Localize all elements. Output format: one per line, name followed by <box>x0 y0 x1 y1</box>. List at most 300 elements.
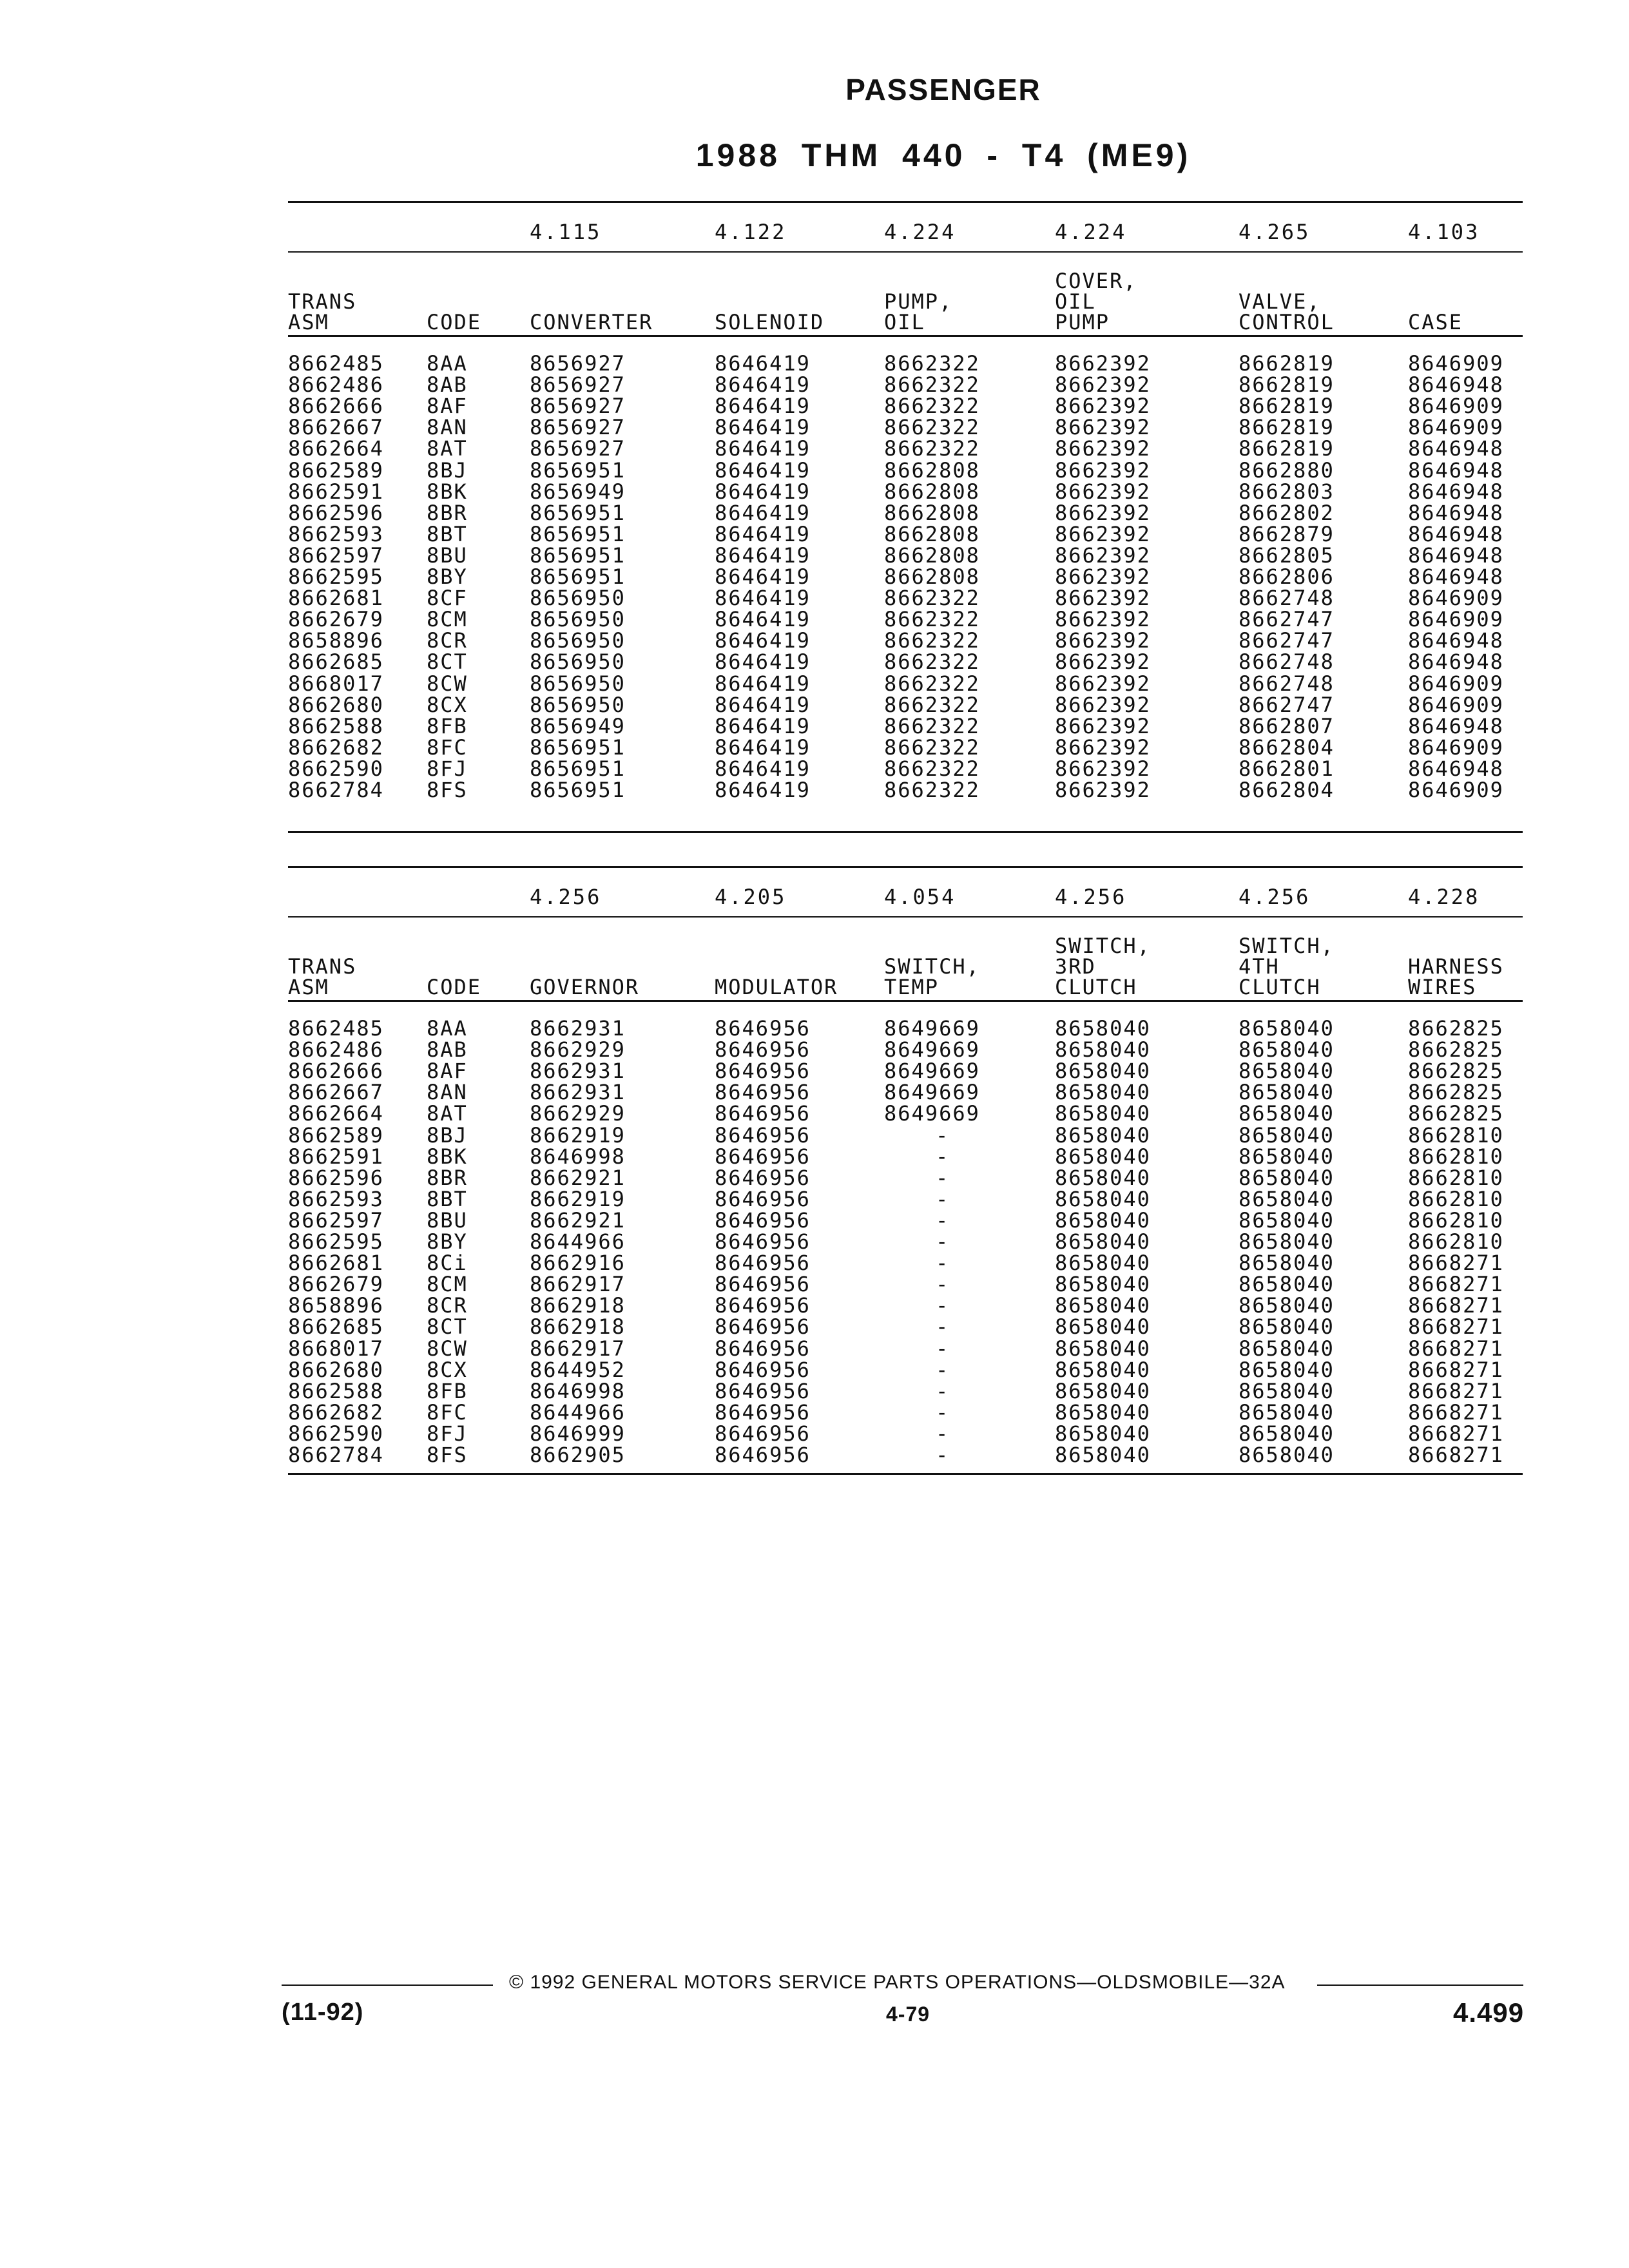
table-row <box>288 758 1523 780</box>
cell-switch-4th-clutch: 8658040 <box>1239 1165 1335 1190</box>
cell-code: 8BR <box>427 500 468 525</box>
cell-cover-oil-pump: 8662392 <box>1055 564 1151 589</box>
table-row <box>288 713 1523 738</box>
cell-code: 8AN <box>427 415 468 440</box>
cell-valve-control: 8662747 <box>1239 628 1335 653</box>
cell-switch-3rd-clutch: 8658040 <box>1055 1122 1151 1148</box>
section-number-switch-temp: 4.054 <box>884 885 956 909</box>
cell-harness-wires: 8668271 <box>1408 1357 1504 1382</box>
cell-cover-oil-pump: 8662392 <box>1055 607 1151 632</box>
table-row <box>288 1357 1523 1382</box>
cell-pump-oil: 8662322 <box>884 586 980 611</box>
cell-trans-asm: 8662588 <box>288 1378 384 1403</box>
table-row <box>288 438 1523 459</box>
cell-code: 8BJ <box>427 457 468 483</box>
section-number-row <box>288 222 1523 247</box>
cell-converter: 8656949 <box>530 713 626 738</box>
cell-switch-4th-clutch: 8658040 <box>1239 1399 1335 1425</box>
section-number-converter: 4.115 <box>530 220 602 244</box>
footer-date-code: (11-92) <box>282 1999 364 2026</box>
cell-trans-asm: 8662667 <box>288 1080 384 1105</box>
footer-page-ref: 4-79 <box>886 2003 930 2026</box>
table-row <box>288 1399 1523 1425</box>
cell-cover-oil-pump: 8662392 <box>1055 671 1151 696</box>
cell-switch-temp: 8649669 <box>884 1016 980 1041</box>
cell-case: 8646948 <box>1408 543 1504 568</box>
cell-code: 8FJ <box>427 756 468 781</box>
cell-harness-wires: 8668271 <box>1408 1421 1504 1446</box>
cell-switch-temp: - <box>936 1207 950 1233</box>
cell-modulator: 8646956 <box>715 1357 811 1382</box>
cell-harness-wires: 8662825 <box>1408 1101 1504 1126</box>
cell-valve-control: 8662819 <box>1239 351 1335 376</box>
cell-cover-oil-pump: 8662392 <box>1055 415 1151 440</box>
cell-code: 8BY <box>427 1229 468 1254</box>
table-row <box>288 692 1523 717</box>
column-header-trans-asm: TRANS ASM <box>288 289 357 334</box>
cell-switch-temp: - <box>936 1251 950 1276</box>
cell-switch-temp: - <box>936 1122 950 1148</box>
cell-switch-3rd-clutch: 8658040 <box>1055 1336 1151 1361</box>
cell-code: 8CX <box>427 1357 468 1382</box>
cell-cover-oil-pump: 8662392 <box>1055 372 1151 398</box>
table-row <box>288 1103 1523 1124</box>
cell-code: 8CM <box>427 1272 468 1297</box>
cell-trans-asm: 8662597 <box>288 1207 384 1233</box>
cell-code: 8BR <box>427 1165 468 1190</box>
table-row <box>288 1316 1523 1338</box>
cell-code: 8CR <box>427 1293 468 1318</box>
column-header-row <box>288 916 1523 997</box>
table-row <box>288 1018 1523 1039</box>
cell-harness-wires: 8668271 <box>1408 1272 1504 1297</box>
cell-solenoid: 8646419 <box>715 543 811 568</box>
cell-solenoid: 8646419 <box>715 628 811 653</box>
cell-case: 8646948 <box>1408 756 1504 781</box>
section-number-switch-4th-clutch: 4.256 <box>1239 885 1311 909</box>
table-row <box>288 588 1523 609</box>
cell-switch-3rd-clutch: 8658040 <box>1055 1272 1151 1297</box>
column-header-pump-oil: PUMP, OIL <box>884 289 953 334</box>
table-row <box>288 417 1523 438</box>
cell-governor: 8662929 <box>530 1101 626 1126</box>
table-bottom-rule <box>288 1473 1523 1475</box>
table-row <box>288 545 1523 566</box>
cell-trans-asm: 8662486 <box>288 372 384 398</box>
cell-switch-4th-clutch: 8658040 <box>1239 1080 1335 1105</box>
cell-code: 8CT <box>427 649 468 675</box>
cell-converter: 8656951 <box>530 521 626 546</box>
cell-valve-control: 8662747 <box>1239 692 1335 717</box>
cell-converter: 8656951 <box>530 564 626 589</box>
cell-trans-asm: 8662664 <box>288 1101 384 1126</box>
cell-valve-control: 8662819 <box>1239 394 1335 419</box>
cell-pump-oil: 8662322 <box>884 436 980 461</box>
cell-switch-3rd-clutch: 8658040 <box>1055 1101 1151 1126</box>
cell-code: 8AF <box>427 394 468 419</box>
cell-code: 8FB <box>427 713 468 738</box>
cell-valve-control: 8662880 <box>1239 457 1335 483</box>
cell-trans-asm: 8662593 <box>288 521 384 546</box>
cell-modulator: 8646956 <box>715 1080 811 1105</box>
cell-governor: 8646998 <box>530 1144 626 1169</box>
cell-switch-4th-clutch: 8658040 <box>1239 1251 1335 1276</box>
cell-cover-oil-pump: 8662392 <box>1055 436 1151 461</box>
cell-code: 8CW <box>427 1336 468 1361</box>
table-row <box>288 1253 1523 1274</box>
table-row <box>288 737 1523 758</box>
cell-trans-asm: 8662664 <box>288 436 384 461</box>
table-row <box>288 1082 1523 1103</box>
cell-switch-temp: - <box>936 1165 950 1190</box>
cell-switch-temp: 8649669 <box>884 1080 980 1105</box>
table-row <box>288 1423 1523 1445</box>
cell-pump-oil: 8662322 <box>884 628 980 653</box>
cell-case: 8646909 <box>1408 735 1504 760</box>
cell-case: 8646909 <box>1408 415 1504 440</box>
cell-harness-wires: 8662810 <box>1408 1207 1504 1233</box>
cell-switch-temp: - <box>936 1399 950 1425</box>
cell-case: 8646948 <box>1408 713 1504 738</box>
cell-governor: 8662917 <box>530 1336 626 1361</box>
cell-valve-control: 8662801 <box>1239 756 1335 781</box>
section-number-harness-wires: 4.228 <box>1408 885 1480 909</box>
page-subheading: 1988 THM 440 - T4 (ME9) <box>695 137 1191 173</box>
cell-solenoid: 8646419 <box>715 756 811 781</box>
cell-valve-control: 8662805 <box>1239 543 1335 568</box>
table-row <box>288 1146 1523 1168</box>
cell-switch-3rd-clutch: 8658040 <box>1055 1251 1151 1276</box>
cell-trans-asm: 8668017 <box>288 1336 384 1361</box>
cell-trans-asm: 8662597 <box>288 543 384 568</box>
cell-code: 8FC <box>427 735 468 760</box>
cell-trans-asm: 8662681 <box>288 1251 384 1276</box>
cell-governor: 8662921 <box>530 1207 626 1233</box>
cell-valve-control: 8662747 <box>1239 607 1335 632</box>
cell-governor: 8662918 <box>530 1314 626 1340</box>
table-row <box>288 780 1523 801</box>
cell-case: 8646909 <box>1408 671 1504 696</box>
cell-switch-4th-clutch: 8658040 <box>1239 1272 1335 1297</box>
cell-cover-oil-pump: 8662392 <box>1055 778 1151 802</box>
footer-rule-left <box>282 1984 493 1986</box>
footer-page-number: 4.499 <box>1453 1997 1525 2028</box>
cell-trans-asm: 8658896 <box>288 1293 384 1318</box>
table-row <box>288 1378 1523 1403</box>
cell-switch-4th-clutch: 8658040 <box>1239 1421 1335 1446</box>
section-number-cover-oil-pump: 4.224 <box>1055 220 1127 244</box>
table-row <box>288 651 1523 673</box>
cell-switch-temp: - <box>936 1314 950 1340</box>
cell-switch-3rd-clutch: 8658040 <box>1055 1207 1151 1233</box>
cell-converter: 8656950 <box>530 671 626 696</box>
cell-switch-temp: - <box>936 1357 950 1382</box>
cell-case: 8646948 <box>1408 457 1504 483</box>
cell-case: 8646948 <box>1408 649 1504 675</box>
cell-switch-3rd-clutch: 8658040 <box>1055 1229 1151 1254</box>
table-top-rule <box>288 201 1523 203</box>
parts-table-2 <box>288 866 1523 1478</box>
cell-case: 8646948 <box>1408 564 1504 589</box>
cell-harness-wires: 8668271 <box>1408 1336 1504 1361</box>
cell-solenoid: 8646419 <box>715 735 811 760</box>
cell-code: 8CW <box>427 671 468 696</box>
cell-switch-3rd-clutch: 8658040 <box>1055 1357 1151 1382</box>
cell-pump-oil: 8662808 <box>884 457 980 483</box>
cell-code: 8AB <box>427 372 468 398</box>
cell-switch-4th-clutch: 8658040 <box>1239 1314 1335 1340</box>
cell-trans-asm: 8668017 <box>288 671 384 696</box>
cell-converter: 8656950 <box>530 607 626 632</box>
column-header-code: CODE <box>427 975 482 999</box>
cell-harness-wires: 8662825 <box>1408 1080 1504 1105</box>
cell-switch-4th-clutch: 8658040 <box>1239 1378 1335 1403</box>
cell-switch-temp: - <box>936 1421 950 1446</box>
cell-governor: 8644966 <box>530 1399 626 1425</box>
cell-pump-oil: 8662322 <box>884 649 980 675</box>
cell-pump-oil: 8662322 <box>884 372 980 398</box>
cell-cover-oil-pump: 8662392 <box>1055 692 1151 717</box>
cell-governor: 8662905 <box>530 1443 626 1467</box>
cell-case: 8646909 <box>1408 607 1504 632</box>
cell-case: 8646909 <box>1408 351 1504 376</box>
cell-switch-temp: - <box>936 1229 950 1254</box>
table-row <box>288 1207 1523 1233</box>
cell-solenoid: 8646419 <box>715 372 811 398</box>
cell-modulator: 8646956 <box>715 1101 811 1126</box>
cell-trans-asm: 8662784 <box>288 1443 384 1467</box>
cell-trans-asm: 8662682 <box>288 735 384 760</box>
column-header-switch-4th-clutch: SWITCH, 4TH CLUTCH <box>1239 934 1335 999</box>
table-row <box>288 566 1523 588</box>
cell-pump-oil: 8662322 <box>884 713 980 738</box>
cell-governor: 8662917 <box>530 1272 626 1297</box>
cell-harness-wires: 8668271 <box>1408 1443 1504 1467</box>
section-number-solenoid: 4.122 <box>715 220 787 244</box>
cell-converter: 8656950 <box>530 628 626 653</box>
cell-cover-oil-pump: 8662392 <box>1055 735 1151 760</box>
cell-converter: 8656927 <box>530 394 626 419</box>
cell-case: 8646909 <box>1408 778 1504 802</box>
cell-code: 8CF <box>427 586 468 611</box>
cell-code: 8AN <box>427 1080 468 1105</box>
section-number-case: 4.103 <box>1408 220 1480 244</box>
cell-harness-wires: 8662825 <box>1408 1059 1504 1084</box>
cell-harness-wires: 8662825 <box>1408 1037 1504 1062</box>
cell-harness-wires: 8662810 <box>1408 1229 1504 1254</box>
cell-harness-wires: 8662810 <box>1408 1186 1504 1211</box>
cell-governor: 8644952 <box>530 1357 626 1382</box>
cell-pump-oil: 8662808 <box>884 479 980 504</box>
cell-code: 8CM <box>427 607 468 632</box>
column-header-modulator: MODULATOR <box>715 975 838 999</box>
cell-modulator: 8646956 <box>715 1272 811 1297</box>
cell-pump-oil: 8662322 <box>884 415 980 440</box>
cell-trans-asm: 8662589 <box>288 1122 384 1148</box>
column-header-solenoid: SOLENOID <box>715 310 825 334</box>
column-header-converter: CONVERTER <box>530 310 653 334</box>
cell-solenoid: 8646419 <box>715 671 811 696</box>
cell-valve-control: 8662819 <box>1239 436 1335 461</box>
cell-converter: 8656950 <box>530 586 626 611</box>
cell-valve-control: 8662748 <box>1239 586 1335 611</box>
cell-governor: 8662916 <box>530 1251 626 1276</box>
cell-case: 8646909 <box>1408 586 1504 611</box>
cell-harness-wires: 8662825 <box>1408 1016 1504 1041</box>
cell-switch-temp: - <box>936 1336 950 1361</box>
cell-trans-asm: 8662486 <box>288 1037 384 1062</box>
cell-code: 8FS <box>427 1443 468 1467</box>
cell-modulator: 8646956 <box>715 1399 811 1425</box>
cell-code: 8AT <box>427 1101 468 1126</box>
cell-harness-wires: 8668271 <box>1408 1251 1504 1276</box>
cell-harness-wires: 8668271 <box>1408 1378 1504 1403</box>
cell-switch-3rd-clutch: 8658040 <box>1055 1016 1151 1041</box>
cell-modulator: 8646956 <box>715 1378 811 1403</box>
cell-code: 8CR <box>427 628 468 653</box>
cell-valve-control: 8662802 <box>1239 500 1335 525</box>
cell-trans-asm: 8662681 <box>288 586 384 611</box>
cell-modulator: 8646956 <box>715 1122 811 1148</box>
cell-modulator: 8646956 <box>715 1293 811 1318</box>
cell-cover-oil-pump: 8662392 <box>1055 479 1151 504</box>
cell-switch-temp: - <box>936 1144 950 1169</box>
cell-switch-4th-clutch: 8658040 <box>1239 1443 1335 1467</box>
cell-solenoid: 8646419 <box>715 649 811 675</box>
table-row <box>288 457 1523 483</box>
cell-converter: 8656951 <box>530 735 626 760</box>
cell-case: 8646948 <box>1408 500 1504 525</box>
table-row <box>288 1061 1523 1082</box>
cell-code: 8AA <box>427 351 468 376</box>
column-header-row <box>288 251 1523 332</box>
cell-pump-oil: 8662808 <box>884 564 980 589</box>
cell-converter: 8656951 <box>530 756 626 781</box>
cell-switch-4th-clutch: 8658040 <box>1239 1037 1335 1062</box>
cell-modulator: 8646956 <box>715 1186 811 1211</box>
cell-switch-temp: - <box>936 1293 950 1318</box>
cell-harness-wires: 8668271 <box>1408 1399 1504 1425</box>
cell-converter: 8656951 <box>530 778 626 802</box>
section-number-modulator: 4.205 <box>715 885 787 909</box>
cell-modulator: 8646956 <box>715 1165 811 1190</box>
cell-converter: 8656950 <box>530 692 626 717</box>
cell-case: 8646909 <box>1408 394 1504 419</box>
cell-case: 8646948 <box>1408 628 1504 653</box>
cell-trans-asm: 8662666 <box>288 394 384 419</box>
cell-pump-oil: 8662808 <box>884 543 980 568</box>
table-row <box>288 374 1523 396</box>
cell-valve-control: 8662819 <box>1239 415 1335 440</box>
cell-converter: 8656950 <box>530 649 626 675</box>
cell-trans-asm: 8662679 <box>288 607 384 632</box>
cell-solenoid: 8646419 <box>715 778 811 802</box>
cell-valve-control: 8662819 <box>1239 372 1335 398</box>
column-header-code: CODE <box>427 310 482 334</box>
cell-code: 8CX <box>427 692 468 717</box>
cell-code: 8FJ <box>427 1421 468 1446</box>
cell-switch-4th-clutch: 8658040 <box>1239 1122 1335 1148</box>
cell-switch-4th-clutch: 8658040 <box>1239 1016 1335 1041</box>
section-number-row <box>288 887 1523 912</box>
cell-code: 8AF <box>427 1059 468 1084</box>
cell-converter: 8656951 <box>530 543 626 568</box>
cell-valve-control: 8662879 <box>1239 521 1335 546</box>
cell-switch-4th-clutch: 8658040 <box>1239 1357 1335 1382</box>
column-header-valve-control: VALVE, CONTROL <box>1239 289 1335 334</box>
cell-switch-temp: - <box>936 1272 950 1297</box>
cell-converter: 8656927 <box>530 372 626 398</box>
cell-converter: 8656927 <box>530 415 626 440</box>
cell-pump-oil: 8662808 <box>884 521 980 546</box>
table-row <box>288 521 1523 546</box>
header-rule <box>288 335 1523 337</box>
cell-cover-oil-pump: 8662392 <box>1055 543 1151 568</box>
table-row <box>288 630 1523 651</box>
cell-governor: 8646998 <box>530 1378 626 1403</box>
cell-cover-oil-pump: 8662392 <box>1055 586 1151 611</box>
cell-code: 8BY <box>427 564 468 589</box>
table-row <box>288 1231 1523 1253</box>
cell-cover-oil-pump: 8662392 <box>1055 457 1151 483</box>
cell-switch-3rd-clutch: 8658040 <box>1055 1144 1151 1169</box>
cell-solenoid: 8646419 <box>715 479 811 504</box>
table-row <box>288 1165 1523 1190</box>
cell-converter: 8656951 <box>530 457 626 483</box>
cell-trans-asm: 8662679 <box>288 1272 384 1297</box>
cell-switch-4th-clutch: 8658040 <box>1239 1186 1335 1211</box>
cell-solenoid: 8646419 <box>715 692 811 717</box>
cell-trans-asm: 8662591 <box>288 479 384 504</box>
cell-switch-temp: - <box>936 1378 950 1403</box>
cell-trans-asm: 8662685 <box>288 649 384 675</box>
cell-trans-asm: 8662589 <box>288 457 384 483</box>
cell-harness-wires: 8662810 <box>1408 1144 1504 1169</box>
cell-solenoid: 8646419 <box>715 521 811 546</box>
cell-trans-asm: 8662784 <box>288 778 384 802</box>
cell-trans-asm: 8662596 <box>288 1165 384 1190</box>
cell-converter: 8656949 <box>530 479 626 504</box>
cell-case: 8646948 <box>1408 479 1504 504</box>
cell-pump-oil: 8662322 <box>884 692 980 717</box>
cell-harness-wires: 8668271 <box>1408 1314 1504 1340</box>
cell-trans-asm: 8662591 <box>288 1144 384 1169</box>
cell-solenoid: 8646419 <box>715 394 811 419</box>
cell-solenoid: 8646419 <box>715 564 811 589</box>
cell-switch-4th-clutch: 8658040 <box>1239 1336 1335 1361</box>
cell-governor: 8644966 <box>530 1229 626 1254</box>
cell-case: 8646909 <box>1408 692 1504 717</box>
table-row <box>288 1039 1523 1061</box>
cell-solenoid: 8646419 <box>715 500 811 525</box>
page-heading: PASSENGER <box>845 73 1041 106</box>
cell-code: 8FC <box>427 1399 468 1425</box>
cell-modulator: 8646956 <box>715 1207 811 1233</box>
cell-pump-oil: 8662322 <box>884 735 980 760</box>
cell-trans-asm: 8662596 <box>288 500 384 525</box>
cell-case: 8646948 <box>1408 372 1504 398</box>
cell-governor: 8662919 <box>530 1186 626 1211</box>
cell-switch-3rd-clutch: 8658040 <box>1055 1080 1151 1105</box>
cell-code: 8AT <box>427 436 468 461</box>
cell-harness-wires: 8662810 <box>1408 1165 1504 1190</box>
cell-case: 8646948 <box>1408 521 1504 546</box>
cell-harness-wires: 8668271 <box>1408 1293 1504 1318</box>
column-header-governor: GOVERNOR <box>530 975 640 999</box>
cell-governor: 8662919 <box>530 1122 626 1148</box>
footer-copyright: © 1992 GENERAL MOTORS SERVICE PARTS OPERATIONS—OLDSMOBILE—32A <box>509 1972 1286 1993</box>
cell-switch-3rd-clutch: 8658040 <box>1055 1165 1151 1190</box>
